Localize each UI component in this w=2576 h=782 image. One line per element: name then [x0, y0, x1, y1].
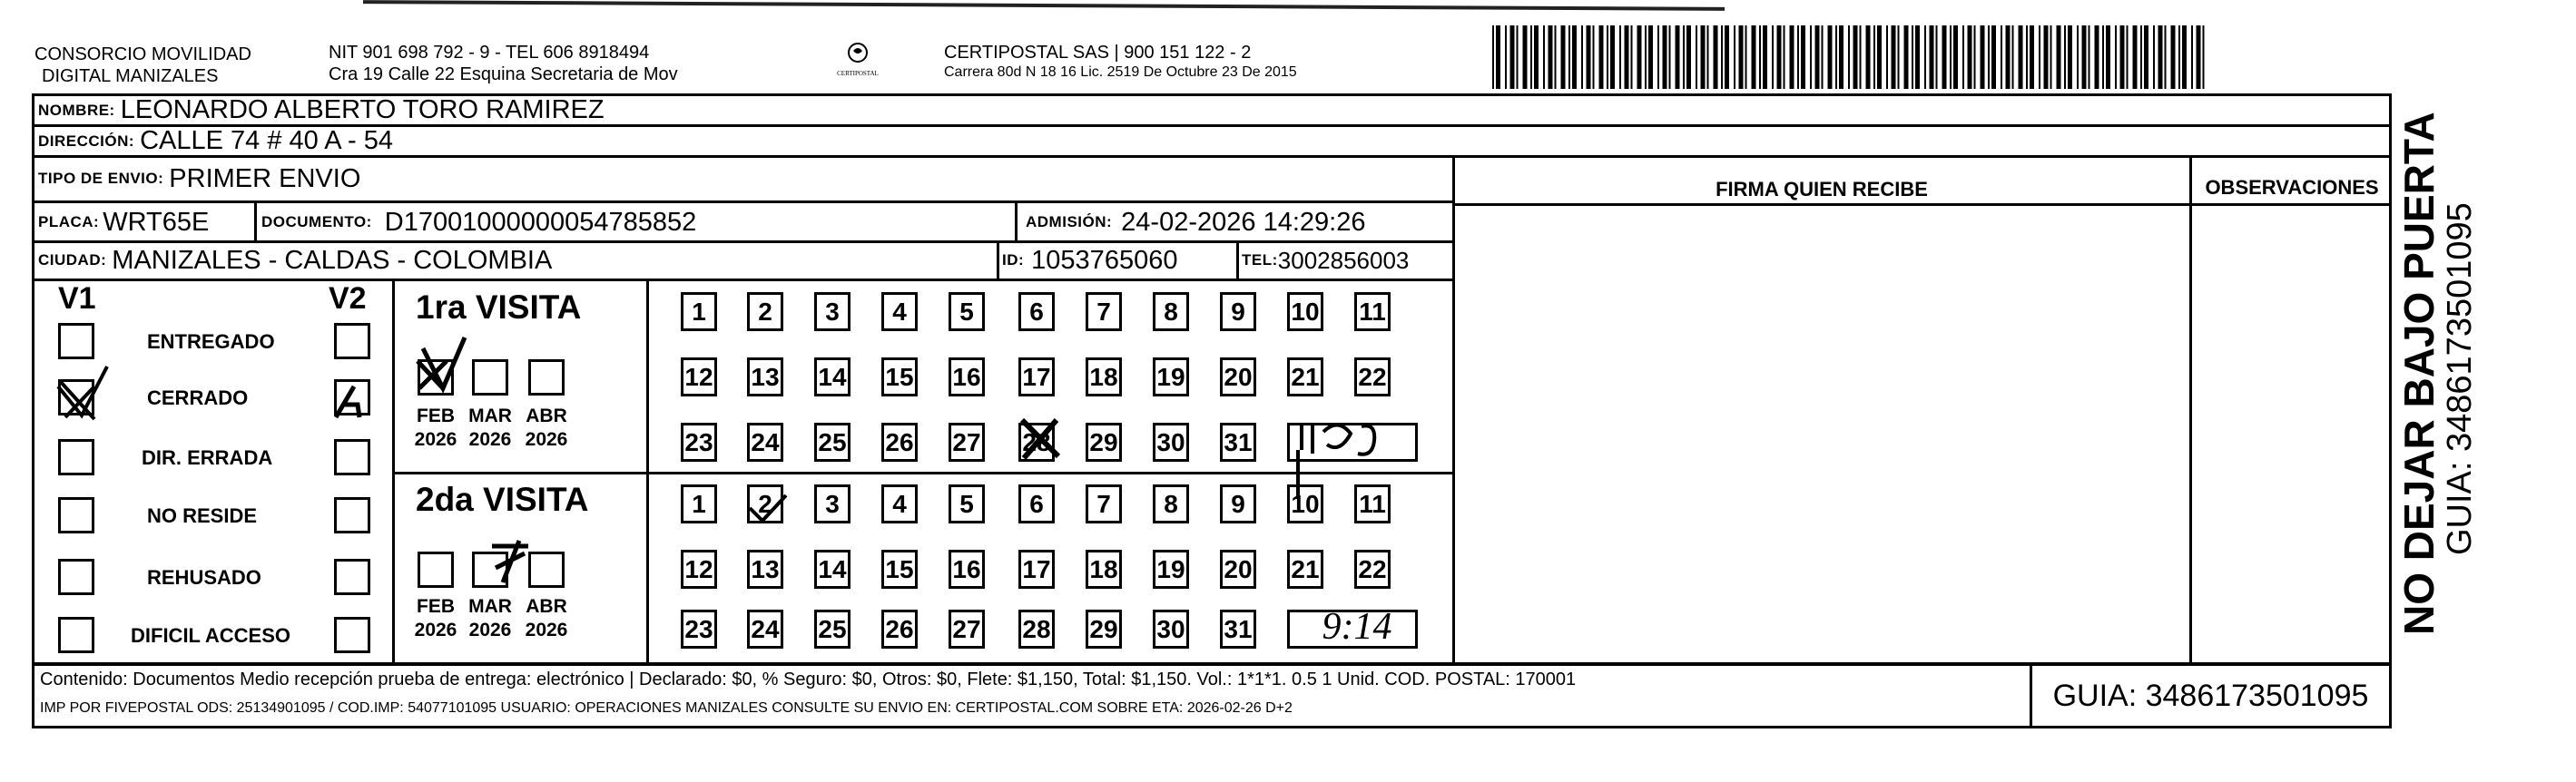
courier-info: CERTIPOSTAL SAS | 900 151 122 - 2 Carrera 80d N 18 16 Lic. 2519 De Octubre 23 De 2015	[944, 43, 1297, 80]
second-visit-day-25[interactable]: 25	[814, 610, 850, 649]
status-v1-checkbox[interactable]	[58, 497, 94, 533]
first-visit-day-30[interactable]: 30	[1153, 423, 1189, 462]
guia-box: GUIA: 3486173501095	[2030, 666, 2389, 726]
barcode-bar	[1721, 25, 1723, 89]
barcode-bar	[1810, 25, 1812, 89]
barcode-bar	[1950, 25, 1952, 89]
barcode-bar	[1543, 25, 1545, 89]
second-visit-day-5[interactable]: 5	[949, 484, 985, 523]
barcode-bar	[2095, 25, 2099, 89]
documento-cell	[261, 207, 696, 238]
status-label: NO RESIDE	[147, 504, 258, 527]
barcode-bar	[1555, 25, 1557, 89]
barcode-bar	[2064, 25, 2066, 89]
first-visit-day-10[interactable]: 10	[1287, 292, 1323, 331]
month-label	[410, 595, 461, 642]
barcode-bar	[1619, 25, 1621, 89]
barcode-bar	[1534, 25, 1539, 89]
second-visit-day-10[interactable]: 10	[1287, 484, 1323, 523]
barcode-bar	[1866, 25, 1871, 89]
placa-label: PLACA:	[38, 213, 100, 230]
status-v2-checkbox[interactable]	[334, 617, 370, 653]
barcode-bar	[2158, 25, 2163, 89]
barcode-bar	[1991, 25, 1996, 89]
company-name: CONSORCIO MOVILIDAD DIGITAL MANIZALES	[34, 44, 251, 86]
ciudad-label: CIUDAD:	[38, 251, 107, 269]
barcode-bar	[2001, 25, 2002, 89]
second-visit-day-24[interactable]: 24	[747, 610, 783, 649]
barcode-bar	[1549, 25, 1553, 89]
barcode-bar	[1974, 25, 1976, 89]
barcode-bar	[1701, 25, 1706, 89]
barcode-bar	[2057, 25, 2061, 89]
ciudad-value: MANIZALES - CALDAS - COLOMBIA	[112, 245, 553, 275]
documento-value: D17001000000054785852	[384, 207, 697, 237]
second-visit-day-7[interactable]: 7	[1086, 484, 1122, 523]
barcode-bar	[2133, 25, 2138, 89]
barcode-bar	[1734, 25, 1735, 89]
second-visit-day-18[interactable]: 18	[1086, 550, 1122, 589]
barcode-bar	[2191, 25, 2193, 89]
second-visit-day-1[interactable]: 1	[681, 484, 717, 523]
month-name: ABR	[526, 596, 567, 617]
month-label	[410, 405, 461, 452]
barcode-bar	[1801, 25, 1805, 89]
barcode-bar	[1745, 25, 1747, 89]
barcode-bar	[1530, 25, 1532, 89]
second-visit-day-13[interactable]: 13	[747, 550, 783, 589]
barcode-bar	[2102, 25, 2104, 89]
month-year: 2026	[468, 429, 512, 450]
barcode-bar	[1572, 25, 1577, 89]
first-visit-day-3[interactable]: 3	[814, 292, 850, 331]
barcode-bar	[1912, 25, 1913, 89]
second-visit-day-28[interactable]: 28	[1018, 610, 1055, 649]
status-label: ENTREGADO	[147, 330, 275, 353]
nombre-label: NOMBRE:	[38, 101, 115, 119]
second-visit-day-31[interactable]: 31	[1220, 610, 1256, 649]
tel-label: TEL:	[1242, 251, 1278, 269]
footer-contenido: Contenido: Documentos Medio recepción prueba de entrega: electrónico | Declarado: $0, % Seguro: $0, Otros: $0, Flete: $1,150, Total: $1,150. Vol.: 1*1*1. 0.5 1 Unid. COD. POSTAL: 170001	[40, 670, 1577, 689]
barcode-bar	[2077, 25, 2079, 89]
barcode-bar	[1835, 25, 1837, 89]
barcode-bar	[1790, 25, 1794, 89]
second-visit-day-20[interactable]: 20	[1220, 550, 1256, 589]
status-v2-checkbox[interactable]	[334, 439, 370, 475]
barcode-bar	[1510, 25, 1515, 89]
barcode-bar	[2197, 25, 2201, 89]
status-label: REHUSADO	[147, 566, 261, 589]
barcode-bar	[1657, 25, 1659, 89]
second-visit-day-15[interactable]: 15	[881, 550, 918, 589]
barcode-bar	[1714, 25, 1718, 89]
barcode-bar	[1599, 25, 1604, 89]
first-visit-day-2[interactable]: 2	[747, 292, 783, 331]
status-label: DIFICIL ACCESO	[131, 624, 291, 647]
first-visit-day-31[interactable]: 31	[1220, 423, 1256, 462]
month-label	[521, 595, 572, 642]
barcode-bar	[1683, 25, 1685, 89]
admision-cell	[1026, 207, 1365, 238]
second-visit-day-3[interactable]: 3	[814, 484, 850, 523]
barcode-bar	[2006, 25, 2011, 89]
first-visit-day-25[interactable]: 25	[814, 423, 850, 462]
barcode-bar	[1568, 25, 1570, 89]
barcode-bar	[1942, 25, 1947, 89]
id-label: ID:	[1002, 251, 1025, 269]
barcode-bar	[1848, 25, 1850, 89]
tel-value: 3002856003	[1277, 246, 1410, 274]
second-visit-day-8[interactable]: 8	[1153, 484, 1189, 523]
certipostal-logo: CERTIPOSTAL	[835, 42, 880, 87]
barcode-bar	[1696, 25, 1697, 89]
month-label	[465, 405, 516, 452]
status-label: DIR. ERRADA	[142, 446, 273, 469]
barcode-bar	[1777, 25, 1782, 89]
month-year: 2026	[525, 429, 568, 450]
first-visit-title: 1ra VISITA	[416, 288, 582, 326]
barcode-bar	[2120, 25, 2125, 89]
barcode-bar	[1988, 25, 1990, 89]
firma-header: FIRMA QUIEN RECIBE	[1716, 178, 1928, 200]
barcode-bar	[1581, 25, 1583, 89]
month-year: 2026	[414, 429, 457, 450]
first-visit-day-4[interactable]: 4	[881, 292, 918, 331]
barcode-bar	[1873, 25, 1875, 89]
first-visit-day-11[interactable]: 11	[1354, 292, 1391, 331]
barcode-bar	[1505, 25, 1507, 89]
barcode-bar	[1962, 25, 1964, 89]
status-v1-checkbox[interactable]	[58, 379, 94, 415]
footer-imp: IMP POR FIVEPOSTAL ODS: 25134901095 / COD.IMP: 54077101095 USUARIO: OPERACIONES MANIZALES CONSULTE SU ENVIO EN: CERTIPOSTAL.COM SOBRE ETA: 2026-02-26 D+2	[40, 700, 1293, 716]
first-visit-day-17[interactable]: 17	[1018, 357, 1055, 396]
second-visit-title: 2da VISITA	[416, 481, 589, 518]
month-checkbox[interactable]	[528, 359, 565, 396]
barcode-bar	[2050, 25, 2052, 89]
barcode-bar	[1663, 25, 1667, 89]
month-label	[465, 595, 516, 642]
barcode-bar	[2026, 25, 2028, 89]
barcode-bar	[1669, 25, 1671, 89]
second-visit-day-30[interactable]: 30	[1153, 610, 1189, 649]
barcode-bar	[1968, 25, 1972, 89]
month-name: MAR	[468, 406, 512, 426]
second-visit-day-26[interactable]: 26	[881, 610, 918, 649]
barcode-bar	[1648, 25, 1653, 89]
first-visit-day-26[interactable]: 26	[881, 423, 918, 462]
first-visit-day-20[interactable]: 20	[1220, 357, 1256, 396]
barcode-bar	[1797, 25, 1799, 89]
barcode-bar	[1607, 25, 1608, 89]
barcode-bar	[1759, 25, 1761, 89]
second-visit-day-29[interactable]: 29	[1086, 610, 1122, 649]
admision-value: 24-02-2026 14:29:26	[1121, 207, 1366, 237]
barcode-bar	[1822, 25, 1824, 89]
barcode-bar	[1924, 25, 1926, 89]
first-visit-day-22[interactable]: 22	[1354, 357, 1391, 396]
barcode-bar	[1839, 25, 1844, 89]
barcode-bar	[1853, 25, 1858, 89]
barcode-bar	[1686, 25, 1691, 89]
second-visit-day-2[interactable]: 2	[747, 484, 783, 523]
direccion-row	[34, 127, 2392, 158]
status-v1-checkbox[interactable]	[58, 439, 94, 475]
scan-edge	[363, 0, 1725, 11]
ciudad-cell	[38, 245, 552, 276]
barcode-bar	[1637, 25, 1642, 89]
month-checkbox[interactable]	[418, 359, 454, 396]
barcode-bar	[1784, 25, 1785, 89]
side-guia: GUIA: 3486173501095	[2441, 202, 2479, 555]
handwritten-time-2: 9:14	[1322, 606, 1392, 648]
first-visit-day-19[interactable]: 19	[1153, 357, 1189, 396]
placa-value: WRT65E	[103, 207, 210, 237]
barcode-bar	[2203, 25, 2205, 89]
direccion-label: DIRECCIÓN:	[38, 132, 135, 150]
admision-label: ADMISIÓN:	[1026, 213, 1113, 230]
status-v2-checkbox[interactable]	[334, 323, 370, 359]
status-v1-checkbox[interactable]	[58, 617, 94, 653]
barcode-bar	[1517, 25, 1519, 89]
status-v2-checkbox[interactable]	[334, 559, 370, 595]
barcode-bar	[1645, 25, 1647, 89]
barcode-bar	[1892, 25, 1896, 89]
second-visit-day-4[interactable]: 4	[881, 484, 918, 523]
first-visit-day-28[interactable]: 28	[1018, 423, 1055, 462]
barcode-bar	[1828, 25, 1833, 89]
barcode-bar	[1886, 25, 1888, 89]
barcode-bar	[1763, 25, 1767, 89]
barcode-bar	[1587, 25, 1591, 89]
barcode-bar	[2178, 25, 2180, 89]
direccion-value: CALLE 74 # 40 A - 54	[140, 126, 393, 155]
barcode-bar	[2106, 25, 2110, 89]
documento-label: DOCUMENTO:	[261, 213, 372, 230]
barcode-bar	[1860, 25, 1862, 89]
barcode-bar	[1725, 25, 1729, 89]
barcode-bar	[1676, 25, 1680, 89]
barcode-bar	[1561, 25, 1566, 89]
barcode-bar	[1593, 25, 1595, 89]
month-label	[521, 405, 572, 452]
logo-icon	[844, 42, 871, 65]
barcode-bar	[2144, 25, 2148, 89]
barcode-bar	[1772, 25, 1774, 89]
barcode-bar	[1936, 25, 1938, 89]
tipo-value: PRIMER ENVIO	[169, 163, 361, 193]
first-visit-day-12[interactable]: 12	[681, 357, 717, 396]
observaciones-header: OBSERVACIONES	[2205, 176, 2379, 199]
barcode-bar	[1930, 25, 1934, 89]
first-visit-day-21[interactable]: 21	[1287, 357, 1323, 396]
placa-cell	[38, 207, 209, 238]
id-value: 1053765060	[1031, 245, 1178, 275]
second-visit-day-23[interactable]: 23	[681, 610, 717, 649]
nombre-row	[34, 96, 2392, 127]
first-visit-day-24[interactable]: 24	[747, 423, 783, 462]
first-visit-day-15[interactable]: 15	[881, 357, 918, 396]
second-visit-day-19[interactable]: 19	[1153, 550, 1189, 589]
tipo-label: TIPO DE ENVIO:	[38, 170, 164, 187]
barcode-bar	[1877, 25, 1882, 89]
barcode-bar	[2089, 25, 2090, 89]
tel-cell	[1242, 245, 1409, 276]
month-checkbox[interactable]	[472, 359, 508, 396]
barcode-bar	[2115, 25, 2117, 89]
second-visit-day-6[interactable]: 6	[1018, 484, 1055, 523]
tipo-cell	[38, 163, 360, 194]
barcode-bar	[2182, 25, 2187, 89]
barcode-bar	[2165, 25, 2167, 89]
barcode-bar	[2171, 25, 2176, 89]
second-visit-day-27[interactable]: 27	[949, 610, 985, 649]
month-year: 2026	[414, 620, 457, 640]
barcode-bar	[1707, 25, 1709, 89]
month-name: ABR	[526, 406, 567, 426]
barcode-bar	[2030, 25, 2034, 89]
barcode-bar	[2082, 25, 2087, 89]
barcode-bar	[1610, 25, 1615, 89]
first-visit-day-27[interactable]: 27	[949, 423, 985, 462]
barcode-bar	[1953, 25, 1958, 89]
barcode-bar	[1625, 25, 1629, 89]
barcode-bar	[2019, 25, 2023, 89]
barcode-bar	[2127, 25, 2129, 89]
month-checkbox[interactable]	[528, 552, 565, 588]
barcode-bar	[2044, 25, 2049, 89]
barcode-bar	[1898, 25, 1900, 89]
first-visit-day-6[interactable]: 6	[1018, 292, 1055, 331]
first-visit-day-16[interactable]: 16	[949, 357, 985, 396]
month-checkbox[interactable]	[472, 552, 508, 588]
status-label: CERRADO	[147, 386, 249, 409]
second-visit-day-14[interactable]: 14	[814, 550, 850, 589]
month-year: 2026	[525, 620, 568, 640]
first-visit-day-5[interactable]: 5	[949, 292, 985, 331]
status-v2-checkbox[interactable]	[334, 379, 370, 415]
first-visit-day-23[interactable]: 23	[681, 423, 717, 462]
second-visit-day-9[interactable]: 9	[1220, 484, 1256, 523]
first-visit-day-29[interactable]: 29	[1086, 423, 1122, 462]
second-visit-day-21[interactable]: 21	[1287, 550, 1323, 589]
id-cell	[1002, 245, 1177, 276]
second-visit-day-11[interactable]: 11	[1354, 484, 1391, 523]
month-name: FEB	[417, 596, 455, 617]
barcode-bar	[1981, 25, 1985, 89]
barcode-bar	[2140, 25, 2142, 89]
second-visit-day-22[interactable]: 22	[1354, 550, 1391, 589]
first-visit-day-9[interactable]: 9	[1220, 292, 1256, 331]
month-name: MAR	[468, 596, 512, 617]
barcode-bar	[2012, 25, 2014, 89]
nombre-value: LEONARDO ALBERTO TORO RAMIREZ	[120, 95, 605, 124]
barcode-bar	[1752, 25, 1756, 89]
barcode-bar	[1739, 25, 1744, 89]
first-visit-day-1[interactable]: 1	[681, 292, 717, 331]
status-v2-checkbox[interactable]	[334, 497, 370, 533]
barcode-bar	[1492, 25, 1494, 89]
barcode-bar	[1815, 25, 1820, 89]
first-visit-day-7[interactable]: 7	[1086, 292, 1122, 331]
barcode-bar	[1496, 25, 1500, 89]
status-v1-checkbox[interactable]	[58, 559, 94, 595]
barcode-bar	[2068, 25, 2072, 89]
second-visit-day-12[interactable]: 12	[681, 550, 717, 589]
first-visit-day-18[interactable]: 18	[1086, 357, 1122, 396]
second-visit-day-17[interactable]: 17	[1018, 550, 1055, 589]
barcode-bar	[1915, 25, 1920, 89]
barcode-bar	[2039, 25, 2040, 89]
month-checkbox[interactable]	[418, 552, 454, 588]
v1-label: V1	[58, 281, 96, 316]
barcode-bar	[2153, 25, 2155, 89]
status-v1-checkbox[interactable]	[58, 323, 94, 359]
v2-label: V2	[329, 281, 367, 316]
first-visit-time-box[interactable]	[1287, 423, 1418, 462]
no-dejar-warning: NO DEJAR BAJO PUERTA	[2395, 112, 2443, 635]
barcode-bar	[1631, 25, 1633, 89]
month-year: 2026	[468, 620, 512, 640]
barcode-bar	[1523, 25, 1528, 89]
company-contact: NIT 901 698 792 - 9 - TEL 606 8918494 Cra 19 Calle 22 Esquina Secretaria de Mov	[329, 43, 678, 84]
first-visit-day-13[interactable]: 13	[747, 357, 783, 396]
barcode	[1490, 25, 2217, 91]
barcode-bar	[1904, 25, 1909, 89]
first-visit-day-14[interactable]: 14	[814, 357, 850, 396]
first-visit-day-8[interactable]: 8	[1153, 292, 1189, 331]
month-name: FEB	[417, 406, 455, 426]
second-visit-day-16[interactable]: 16	[949, 550, 985, 589]
